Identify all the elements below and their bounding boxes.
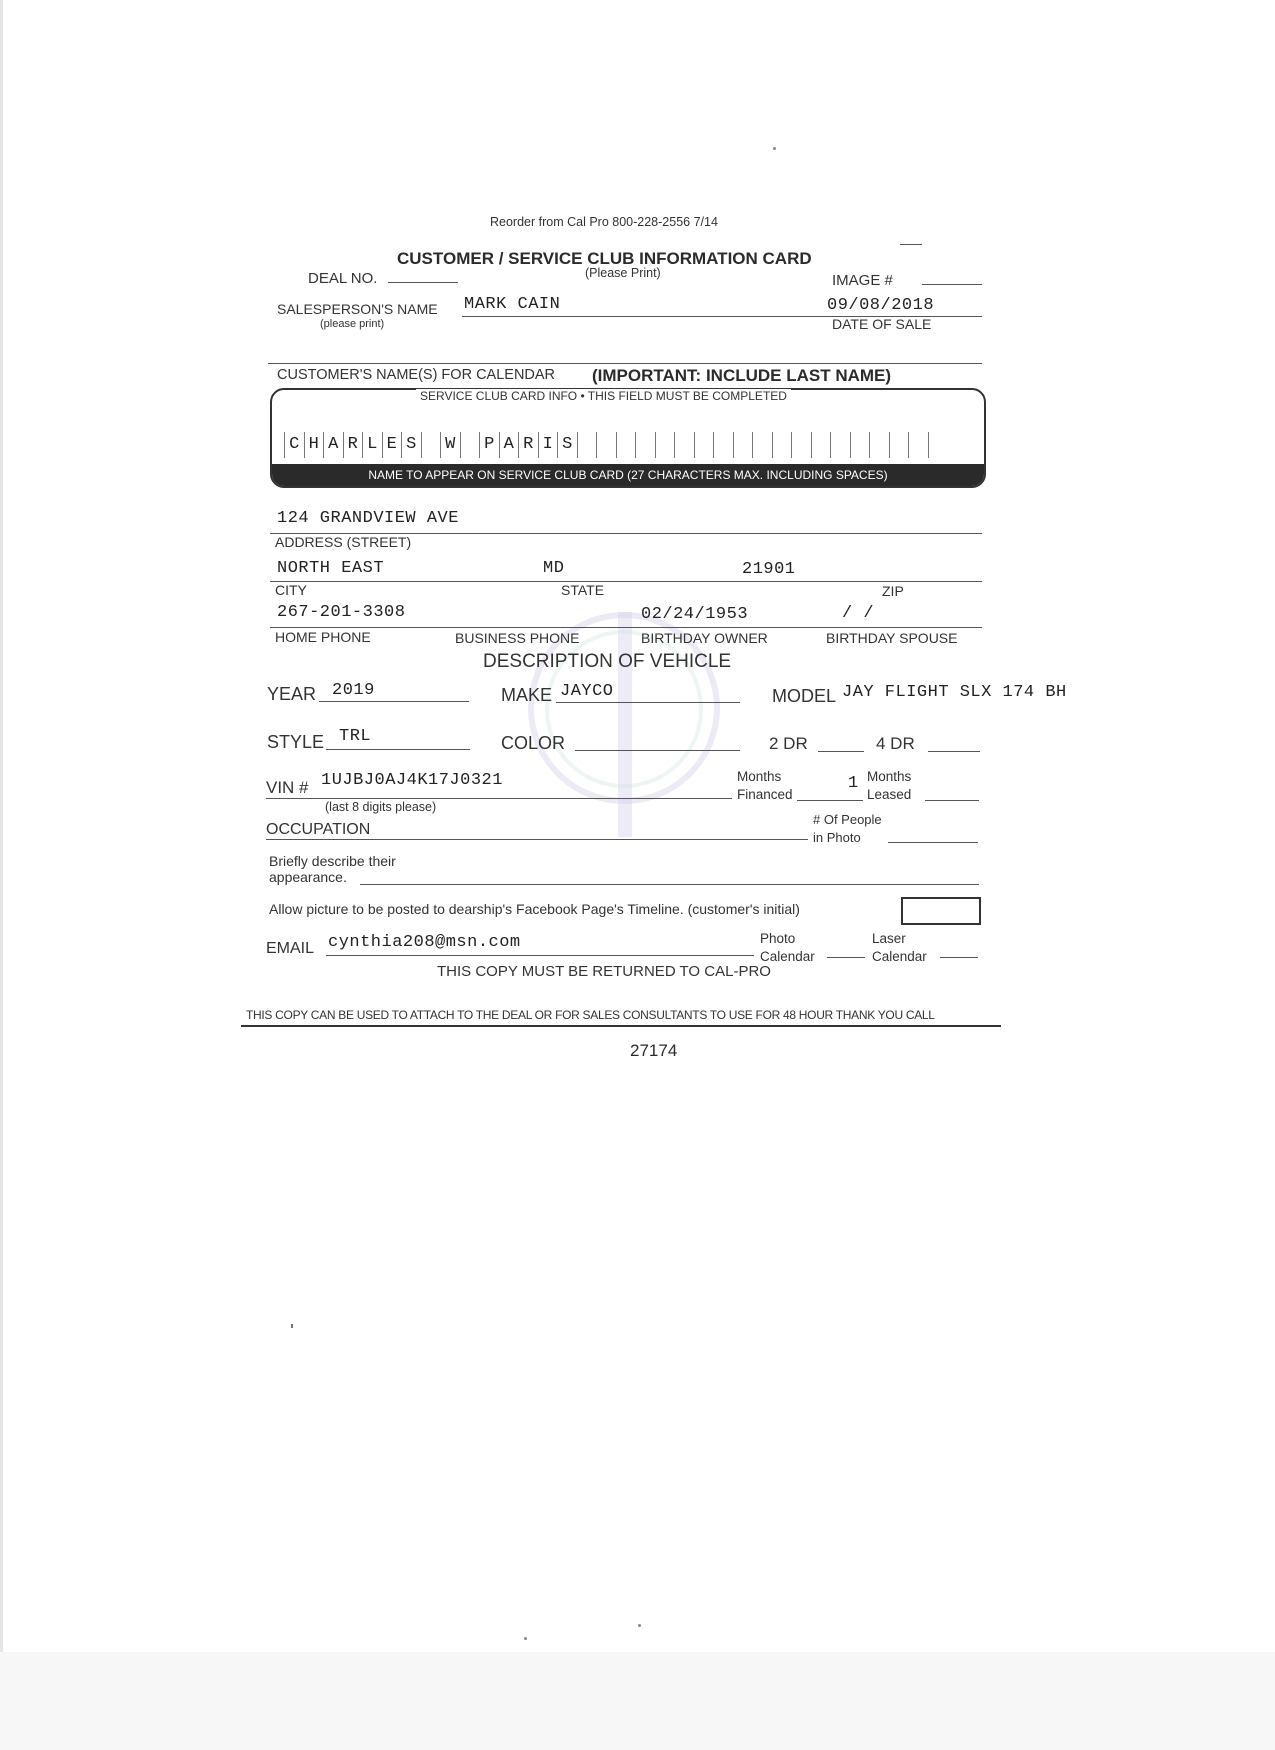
months-financed-line[interactable] — [797, 800, 863, 801]
vehicle-section-title: DESCRIPTION OF VEHICLE — [483, 651, 732, 672]
important-note: (IMPORTANT: INCLUDE LAST NAME) — [592, 366, 892, 385]
email-value[interactable]: cynthia208@msn.com — [328, 933, 521, 952]
name-char-cell[interactable] — [772, 432, 792, 458]
name-band-note: NAME TO APPEAR ON SERVICE CLUB CARD (27 CHARACTERS MAX. INCLUDING SPACES) — [272, 464, 984, 486]
name-char-cell[interactable] — [752, 432, 772, 458]
scan-speck — [638, 1624, 641, 1627]
name-char-cell[interactable] — [850, 432, 870, 458]
name-char-cell[interactable] — [733, 432, 753, 458]
make-label: MAKE — [501, 685, 553, 705]
name-char-cell[interactable]: C — [284, 432, 304, 458]
reorder-line: Reorder from Cal Pro 800-228-2556 7/14 — [490, 215, 718, 229]
name-char-cell[interactable] — [869, 432, 889, 458]
salesperson-label: SALESPERSON'S NAME — [277, 301, 438, 317]
name-char-cell[interactable] — [596, 432, 616, 458]
two-door-label: 2 DR — [769, 734, 808, 753]
name-char-cell[interactable]: S — [557, 432, 577, 458]
name-char-cell[interactable]: A — [323, 432, 343, 458]
zip-label: ZIP — [882, 583, 904, 599]
months-financed-label-2: Financed — [737, 787, 793, 802]
deal-no-line[interactable] — [388, 282, 458, 283]
scan-edge — [0, 0, 3, 1750]
scan-speck — [291, 1324, 293, 1328]
name-char-cell[interactable] — [674, 432, 694, 458]
people-in-photo-label-1: # Of People — [813, 812, 882, 827]
two-door-line[interactable] — [818, 751, 864, 752]
birthday-spouse-label: BIRTHDAY SPOUSE — [826, 630, 958, 646]
occupation-label: OCCUPATION — [266, 821, 371, 838]
city-line — [270, 581, 982, 582]
image-no-line[interactable] — [922, 284, 982, 285]
name-char-cell[interactable] — [791, 432, 811, 458]
zip-value[interactable]: 21901 — [742, 560, 796, 579]
name-char-cell[interactable] — [908, 432, 928, 458]
name-char-cell[interactable] — [713, 432, 733, 458]
city-value[interactable]: NORTH EAST — [277, 559, 385, 578]
model-label: MODEL — [772, 686, 837, 706]
color-line[interactable] — [575, 750, 740, 751]
email-label: EMAIL — [266, 940, 315, 957]
header-dash — [900, 244, 922, 245]
name-char-cell[interactable]: R — [518, 432, 538, 458]
email-line — [326, 955, 754, 956]
months-financed-value[interactable]: 1 — [848, 774, 859, 793]
form-title: CUSTOMER / SERVICE CLUB INFORMATION CARD — [397, 249, 812, 268]
salesperson-value[interactable]: MARK CAIN — [464, 295, 561, 314]
name-char-cell[interactable] — [889, 432, 909, 458]
appearance-label-2: appearance. — [269, 869, 347, 885]
return-note: THIS COPY MUST BE RETURNED TO CAL-PRO — [437, 963, 771, 980]
model-value[interactable]: JAY FLIGHT SLX 174 BH — [842, 683, 1067, 702]
footer-rule — [241, 1025, 1001, 1027]
name-char-cell[interactable] — [830, 432, 850, 458]
birthday-owner-label: BIRTHDAY OWNER — [641, 630, 768, 646]
image-no-label: IMAGE # — [832, 272, 893, 289]
calendar-name-label: CUSTOMER'S NAME(S) FOR CALENDAR — [277, 367, 556, 383]
city-label: CITY — [275, 582, 307, 598]
appearance-label-1: Briefly describe their — [269, 853, 396, 869]
state-value[interactable]: MD — [543, 559, 565, 578]
people-in-photo-label-2: in Photo — [813, 830, 861, 845]
vin-line — [266, 798, 732, 799]
name-char-cell[interactable] — [460, 432, 480, 458]
name-char-cell[interactable]: I — [538, 432, 558, 458]
salesperson-hint: (please print) — [320, 318, 385, 330]
photo-calendar-label-1: Photo — [760, 931, 796, 946]
customer-initial-box[interactable] — [901, 897, 981, 925]
months-leased-line[interactable] — [925, 800, 979, 801]
date-of-sale-value[interactable]: 09/08/2018 — [827, 296, 935, 315]
birthday-owner-value[interactable]: 02/24/1953 — [641, 605, 749, 624]
people-in-photo-line[interactable] — [888, 842, 978, 843]
name-character-cells — [284, 432, 947, 460]
name-char-cell[interactable] — [811, 432, 831, 458]
year-label: YEAR — [267, 684, 317, 704]
laser-calendar-label-1: Laser — [872, 931, 906, 946]
name-char-cell[interactable] — [635, 432, 655, 458]
service-club-info: SERVICE CLUB CARD INFO • THIS FIELD MUST BE COMPLETED — [416, 389, 791, 403]
name-char-cell[interactable] — [694, 432, 714, 458]
four-door-line[interactable] — [928, 751, 980, 752]
home-phone-value[interactable]: 267-201-3308 — [277, 603, 406, 622]
birthday-spouse-value[interactable]: / / — [842, 604, 875, 623]
date-of-sale-label: DATE OF SALE — [832, 316, 932, 332]
name-char-cell[interactable]: A — [499, 432, 519, 458]
scan-bottom-shade — [0, 1652, 1275, 1750]
months-leased-label-1: Months — [867, 769, 912, 784]
year-value[interactable]: 2019 — [332, 681, 375, 700]
year-line — [319, 701, 469, 702]
scan-speck — [773, 147, 776, 150]
appearance-line[interactable] — [360, 884, 979, 885]
name-char-cell[interactable] — [616, 432, 636, 458]
vin-hint: (last 8 digits please) — [325, 800, 437, 814]
make-value[interactable]: JAYCO — [560, 682, 614, 701]
name-char-cell[interactable] — [421, 432, 441, 458]
name-char-cell[interactable]: W — [440, 432, 460, 458]
photo-calendar-line[interactable] — [827, 957, 865, 958]
months-financed-label-1: Months — [737, 769, 782, 784]
four-door-label: 4 DR — [876, 734, 915, 753]
name-char-cell[interactable]: E — [382, 432, 402, 458]
service-club-name-box[interactable] — [270, 388, 986, 488]
occupation-line[interactable] — [266, 839, 808, 840]
vin-label: VIN # — [266, 778, 309, 797]
name-char-cell[interactable]: P — [479, 432, 499, 458]
home-phone-label: HOME PHONE — [275, 629, 371, 645]
style-value[interactable]: TRL — [339, 727, 372, 746]
style-line — [326, 749, 470, 750]
name-char-cell[interactable]: H — [304, 432, 324, 458]
facebook-consent-label: Allow picture to be posted to dearship's Facebook Page's Timeline. (customer's initial) — [269, 901, 800, 917]
months-leased-label-2: Leased — [867, 787, 912, 802]
business-phone-label: BUSINESS PHONE — [455, 630, 580, 646]
street-label: ADDRESS (STREET) — [275, 534, 412, 550]
vin-value[interactable]: 1UJBJ0AJ4K17J0321 — [321, 771, 503, 790]
laser-calendar-label-2: Calendar — [872, 949, 927, 964]
name-char-cell[interactable]: L — [362, 432, 382, 458]
street-value[interactable]: 124 GRANDVIEW AVE — [277, 509, 459, 528]
deal-no-label: DEAL NO. — [308, 270, 378, 287]
name-char-cell[interactable] — [928, 432, 948, 458]
color-label: COLOR — [501, 733, 566, 753]
style-label: STYLE — [267, 732, 325, 752]
name-char-cell[interactable]: R — [343, 432, 363, 458]
state-label: STATE — [561, 582, 605, 598]
photo-calendar-label-2: Calendar — [760, 949, 815, 964]
laser-calendar-line[interactable] — [940, 957, 978, 958]
form-number: 27174 — [630, 1041, 678, 1060]
footer-note: THIS COPY CAN BE USED TO ATTACH TO THE DEAL OR FOR SALES CONSULTANTS TO USE FOR 48 HOUR THANK YOU CALL — [246, 1008, 935, 1022]
scan-speck — [524, 1637, 527, 1640]
phone-line — [270, 627, 982, 628]
make-line — [556, 702, 740, 703]
name-char-cell[interactable] — [577, 432, 597, 458]
section-divider — [268, 363, 982, 364]
please-print-note: (Please Print) — [585, 266, 661, 280]
name-char-cell[interactable]: S — [401, 432, 421, 458]
name-char-cell[interactable] — [655, 432, 675, 458]
